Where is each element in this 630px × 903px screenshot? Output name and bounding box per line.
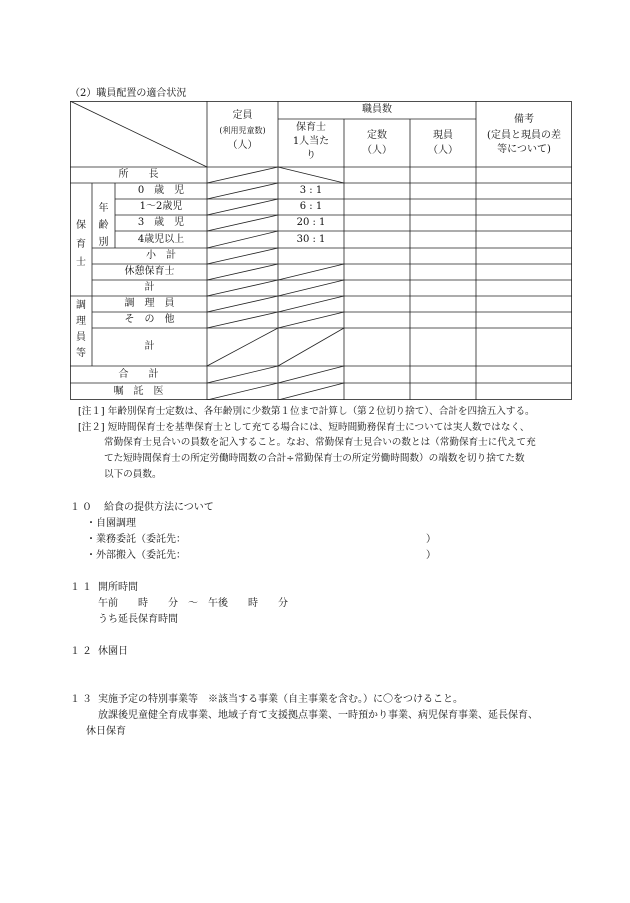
section-11-hours: 午前 時 分 〜 午後 時 分 [98, 598, 288, 609]
note-2-line-3: てた短時間保育士の所定労働時間数の合計÷常勤保育士の所定労働時間数）の端数を切り捨てた数 [104, 453, 525, 464]
group-chori-2: 理 [76, 316, 86, 327]
section-12-title: 休園日 [98, 646, 128, 657]
section-10-item-2-close: ） [426, 534, 436, 545]
header-biko-sub1: (定員と現員の差 [487, 130, 561, 141]
row-kei-chori: 計 [144, 341, 155, 352]
row-age12: 1〜2歳児 [139, 201, 183, 212]
section-13-title: 実施予定の特別事業等 ※該当する事業（自主事業を含む。）に〇をつけること。 [98, 694, 463, 705]
group-chori-3: 員 [76, 332, 86, 343]
row-kei-hoikushi: 計 [144, 282, 155, 293]
header-teisu-unit: （人） [362, 145, 392, 156]
group-hoikushi-1: 保 [76, 220, 86, 231]
section-13-line-1: 放課後児童健全育成事業、地域子育て支援拠点事業、一時預かり事業、病児保育事業、延長保育、 [98, 710, 538, 721]
header-hoikushi-per-2: 1人当た [292, 136, 330, 147]
ratio-age12: 6 : 1 [299, 201, 323, 212]
section-10-item-3: ・外部搬入（委託先： [86, 550, 186, 561]
section-13-line-2: 休日保育 [86, 726, 126, 737]
row-age0: 0 歳 児 [137, 185, 185, 196]
ratio-age0: 3 : 1 [299, 185, 323, 196]
note-2-line-2: 常勤保育士見合いの員数を記入すること。なお、常勤保育士見合いの数とは（常勤保育士に代えて充 [104, 437, 536, 448]
group-nenrei-3: 別 [98, 237, 109, 248]
header-teisu: 定数 [367, 130, 387, 141]
note-2-line-4: 以下の員数。 [104, 469, 162, 480]
section-11-extended: うち延長保育時間 [98, 614, 178, 625]
row-age3: 3 歳 児 [137, 217, 185, 228]
section-11-number: １１ [70, 582, 94, 593]
row-choriin: 調 理 員 [124, 298, 175, 309]
header-biko: 備考 [514, 114, 534, 125]
group-nenrei-2: 齢 [98, 220, 109, 231]
row-gokei: 合 計 [118, 368, 159, 380]
row-shokutakui: 嘱 託 医 [113, 385, 164, 397]
note-2-line-1: [注２] 短時間保育士を基準保育士として充てる場合には、短時間勤務保育士については実人数ではなく、 [78, 422, 530, 433]
group-hoikushi-3: 士 [76, 257, 86, 268]
group-nenrei-1: 年 [98, 203, 109, 214]
section-12-number: １２ [70, 646, 94, 657]
row-shokei: 小 計 [146, 250, 176, 261]
note-1: [注１] 年齢別保育士定数は、各年齢別に少数第１位まで計算し（第２位切り捨て）、合計を四捨五入する。 [78, 406, 535, 417]
section-10-item-3-close: ） [426, 550, 436, 561]
header-hoikushi-per-3: り [306, 150, 316, 161]
ratio-age3: 20 : 1 [296, 217, 326, 228]
header-hoikushi-per-1: 保育士 [296, 122, 326, 133]
header-teiin-sub: (利用児童数) [219, 126, 266, 136]
section-11-title: 開所時間 [98, 582, 138, 593]
group-hoikushi-2: 育 [76, 239, 86, 250]
section-13-number: １３ [70, 694, 94, 705]
section-10-number: １０ [70, 502, 94, 513]
group-chori-1: 調 [76, 300, 86, 311]
header-genin-unit: （人） [428, 145, 458, 156]
section-10-title: 給食の提供方法について [104, 502, 214, 513]
section-2-title: （2）職員配置の適合状況 [70, 88, 187, 99]
row-sonota: そ の 他 [124, 314, 175, 325]
group-chori-4: 等 [76, 348, 86, 359]
row-kyukei: 休憩保育士 [124, 266, 175, 277]
row-shocho: 所 長 [118, 169, 159, 180]
staffing-table [70, 101, 572, 400]
header-teiin-unit: （人） [227, 140, 258, 151]
header-biko-sub2: 等について) [497, 144, 551, 155]
header-shokuin: 職員数 [362, 104, 392, 115]
section-10-item-1: ・自園調理 [86, 518, 136, 529]
section-10-item-2: ・業務委託（委託先： [86, 534, 186, 545]
header-genin: 現員 [433, 130, 453, 141]
row-age4: 4歳児以上 [137, 233, 185, 245]
ratio-age4: 30 : 1 [296, 233, 326, 245]
header-teiin: 定員 [232, 110, 253, 121]
